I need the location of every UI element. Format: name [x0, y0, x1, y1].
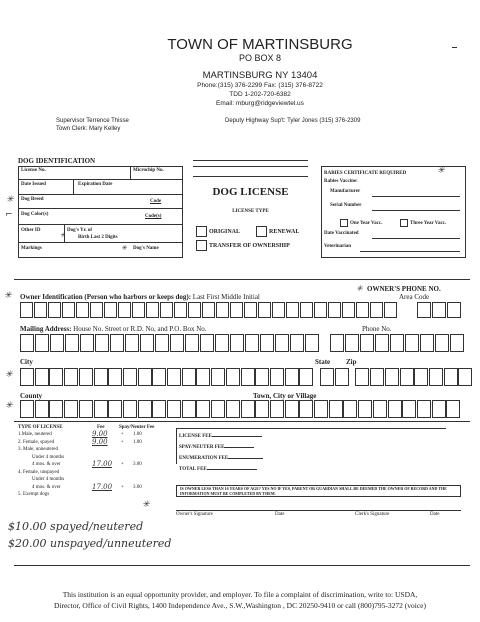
- letter-box[interactable]: [420, 334, 434, 352]
- phone-boxes[interactable]: [330, 334, 462, 352]
- letter-box[interactable]: [285, 400, 299, 418]
- letter-box[interactable]: [447, 302, 461, 318]
- letter-box[interactable]: [388, 400, 402, 418]
- letter-box[interactable]: [95, 334, 109, 352]
- dog-license-title: DOG LICENSE: [212, 186, 289, 198]
- date-label: Date: [275, 512, 285, 517]
- letter-box[interactable]: [290, 334, 304, 352]
- manufacturer-label: Manufacturer: [330, 189, 361, 194]
- fee-row: [18, 447, 158, 455]
- area-code-boxes[interactable]: [417, 302, 462, 318]
- po-box: PO BOX 8: [238, 53, 282, 63]
- fee-type-label: 5. Exempt dogs: [18, 492, 50, 497]
- letter-box[interactable]: [35, 400, 49, 418]
- spay-fee-amount: 1.00: [133, 439, 142, 445]
- original-checkbox[interactable]: ORIGINAL: [196, 226, 240, 237]
- letter-box[interactable]: [196, 400, 210, 418]
- fee-type-label: 4 mos. & over: [32, 484, 61, 490]
- fee-type-label: 1.Male, neutered: [18, 432, 52, 437]
- letter-box[interactable]: [146, 302, 159, 318]
- letter-box[interactable]: [123, 368, 137, 386]
- letter-box[interactable]: [215, 334, 229, 352]
- letter-box[interactable]: [300, 302, 313, 318]
- dog-id-title: DOG IDENTIFICATION: [18, 157, 96, 165]
- letter-box[interactable]: [402, 400, 416, 418]
- fee-type-label: 4 mos. & over: [32, 462, 61, 467]
- letter-box[interactable]: [138, 400, 152, 418]
- letter-box[interactable]: [429, 368, 443, 386]
- area-code-label: Area Code: [399, 293, 430, 301]
- fee-row: [18, 470, 158, 478]
- rabies-title: RABIES CERTIFICATE REQUIRED: [324, 171, 407, 176]
- letter-box[interactable]: [226, 368, 240, 386]
- letter-box[interactable]: [20, 302, 33, 318]
- fee-amount: 9.00: [92, 437, 108, 446]
- letter-box[interactable]: [104, 302, 117, 318]
- phone-fax: Phone:(315) 376-2299 Fax: (315) 376-8722: [197, 82, 323, 89]
- enum-fee-label: ENUMERATION FEE: [179, 456, 263, 461]
- letter-box[interactable]: [182, 400, 196, 418]
- letter-box[interactable]: [385, 368, 399, 386]
- letter-box[interactable]: [343, 400, 357, 418]
- letter-box[interactable]: [241, 368, 255, 386]
- plus-sign: +: [121, 484, 124, 490]
- letter-box[interactable]: [286, 302, 299, 318]
- letter-box[interactable]: [360, 334, 374, 352]
- breed-label: Dog Breed: [21, 197, 44, 202]
- letter-box[interactable]: [34, 302, 47, 318]
- letter-box[interactable]: [370, 302, 383, 318]
- letter-box[interactable]: [76, 302, 89, 318]
- letter-box[interactable]: [305, 334, 319, 352]
- date-label: Date: [430, 512, 440, 517]
- letter-box[interactable]: [230, 302, 243, 318]
- check-mark-icon: ✳: [6, 195, 14, 205]
- letter-box[interactable]: [285, 368, 299, 386]
- letter-box[interactable]: [35, 368, 49, 386]
- fee-row: [18, 462, 158, 470]
- asterisk-icon: ✳: [5, 401, 13, 411]
- letter-box[interactable]: [211, 400, 225, 418]
- letter-box[interactable]: [79, 368, 93, 386]
- letter-box[interactable]: [108, 400, 122, 418]
- spay-fee-amount: 3.00: [133, 484, 142, 490]
- letter-box[interactable]: [244, 302, 257, 318]
- city-label: City: [20, 358, 33, 366]
- mailing-boxes[interactable]: [20, 334, 320, 352]
- letter-box[interactable]: [140, 334, 154, 352]
- footer-line-2: Director, Office of Civil Rights, 1400 Independence Ave., S.W.,Washington , DC 20250-9410 or call (800)795-3272 (voice): [53, 601, 426, 610]
- asterisk-icon: ✳: [142, 500, 150, 510]
- county-town-boxes[interactable]: [20, 400, 460, 418]
- handwritten-note: $10.00 spayed/neutered: [8, 520, 144, 533]
- plus-sign: +: [121, 439, 124, 445]
- letter-box[interactable]: [110, 334, 124, 352]
- letter-box[interactable]: [64, 368, 78, 386]
- letter-box[interactable]: [384, 302, 397, 318]
- fee-row: [18, 455, 158, 463]
- asterisk-icon: ✳: [437, 166, 445, 176]
- tdd: TDD 1-202-720-6382: [229, 91, 291, 98]
- letter-box[interactable]: [400, 368, 414, 386]
- letter-box[interactable]: [125, 334, 139, 352]
- fee-type-label: Under 4 months: [32, 454, 65, 460]
- fee-row: [18, 492, 158, 500]
- letter-box[interactable]: [373, 400, 387, 418]
- total-fee-label: TOTAL FEE: [179, 467, 257, 472]
- transfer-checkbox[interactable]: TRANSFER OF OWNERSHIP: [196, 240, 290, 251]
- letter-box[interactable]: [245, 334, 259, 352]
- town-city-label: Town, City or Village: [253, 392, 317, 400]
- asterisk-icon: ✳: [60, 232, 66, 239]
- state-label: State: [315, 358, 331, 366]
- fee-row: [18, 437, 158, 448]
- letter-box[interactable]: [375, 334, 389, 352]
- letter-box[interactable]: [188, 302, 201, 318]
- town-clerk: Town Clerk: Mary Kelley: [56, 126, 121, 132]
- highway-supt: Deputy Highway Sup't: Tyler Jones (315) 376-2309: [225, 118, 361, 124]
- plus-sign: +: [121, 432, 124, 437]
- code-label: Code: [150, 199, 162, 204]
- mailing-address-label: Mailing Address: House No. Street or R.D. No, and P.O. Box No.: [20, 325, 207, 333]
- veterinarian-label: Veterinarian: [324, 244, 352, 249]
- asterisk-icon: ✳: [5, 370, 13, 380]
- letter-box[interactable]: [94, 368, 108, 386]
- letter-box[interactable]: [446, 400, 460, 418]
- letter-box[interactable]: [258, 302, 271, 318]
- fee-amount: 9.00: [92, 430, 108, 438]
- fee-type-label: 2. Female, spayed: [18, 439, 55, 445]
- letter-box[interactable]: [314, 400, 328, 418]
- letter-box[interactable]: [94, 400, 108, 418]
- letter-box[interactable]: [155, 334, 169, 352]
- license-no-label: License No.: [21, 168, 46, 173]
- letter-box[interactable]: [270, 400, 284, 418]
- license-fee-label: LICENSE FEE: [179, 434, 262, 439]
- letter-box[interactable]: [450, 334, 464, 352]
- letter-box[interactable]: [20, 400, 34, 418]
- letter-box[interactable]: [200, 334, 214, 352]
- birth-digits-label: Birth Last 2 Digits: [78, 235, 118, 240]
- check-mark-icon: ⌐: [5, 210, 13, 220]
- letter-box[interactable]: [270, 368, 284, 386]
- fee-row: [18, 477, 158, 485]
- letter-box[interactable]: [211, 368, 225, 386]
- letter-box[interactable]: [299, 368, 313, 386]
- owner-name-boxes[interactable]: [20, 302, 410, 318]
- letter-box[interactable]: [132, 302, 145, 318]
- letter-box[interactable]: [202, 302, 215, 318]
- city-state-zip-boxes[interactable]: [20, 368, 460, 386]
- email: Email: mburg@ridgeviewtel.us: [216, 100, 304, 107]
- letter-box[interactable]: [417, 400, 431, 418]
- three-year-checkbox[interactable]: Three Year Vacc.: [400, 219, 446, 227]
- letter-box[interactable]: [230, 334, 244, 352]
- letter-box[interactable]: [174, 302, 187, 318]
- letter-box[interactable]: [435, 334, 449, 352]
- letter-box[interactable]: [123, 400, 137, 418]
- letter-box[interactable]: [170, 334, 184, 352]
- town-title: TOWN OF MARTINSBURG: [167, 36, 353, 53]
- owner-id-label: Owner Identification (Person who harbors or keeps dog): Last First Middle Initial: [20, 293, 260, 301]
- letter-box[interactable]: [444, 368, 458, 386]
- expiration-label: Expiration Date: [78, 182, 113, 187]
- asterisk-icon: ✳: [356, 284, 363, 293]
- letter-box[interactable]: [356, 302, 369, 318]
- letter-box[interactable]: [108, 368, 122, 386]
- letter-box[interactable]: [255, 400, 269, 418]
- under16-text: IS OWNER LESS THAN 16 YEARS OF AGE? YES NO IF YES, PARENT OR GUARDIAN SHALL BE DEEMED THE OWNER OF RECORD AND THE INFORMATION MUST BE COMPLETED BY THEM.: [180, 486, 447, 496]
- letter-box[interactable]: [65, 334, 79, 352]
- letter-box[interactable]: [35, 334, 49, 352]
- fee-row: [18, 432, 158, 440]
- fee-amount: 17.00: [92, 460, 113, 468]
- owner-signature-label: Owner's Signature: [176, 512, 213, 517]
- fee-type-label: 4. Female, unspayed: [18, 469, 60, 475]
- supervisor: Supervisor Terrence Thisse: [56, 118, 129, 124]
- letter-box[interactable]: [167, 368, 181, 386]
- letter-box[interactable]: [328, 302, 341, 318]
- letter-box[interactable]: [272, 302, 285, 318]
- letter-box[interactable]: [390, 334, 404, 352]
- mark: [452, 47, 457, 48]
- letter-box[interactable]: [49, 400, 63, 418]
- letter-box[interactable]: [370, 368, 384, 386]
- letter-box[interactable]: [48, 302, 61, 318]
- letter-box[interactable]: [329, 400, 343, 418]
- letter-box[interactable]: [226, 400, 240, 418]
- zip-label: Zip: [346, 358, 357, 366]
- letter-box[interactable]: [20, 368, 34, 386]
- fee-type-header: TYPE OF LICENSE: [18, 425, 63, 430]
- other-id-label: Other ID: [21, 228, 41, 233]
- letter-box[interactable]: [358, 400, 372, 418]
- fee-type-label: Under 4 months: [32, 477, 65, 482]
- asterisk-icon: ✳: [4, 291, 12, 301]
- letter-box[interactable]: [335, 368, 349, 386]
- plus-sign: +: [121, 462, 124, 467]
- letter-box[interactable]: [417, 302, 431, 318]
- letter-box[interactable]: [458, 368, 472, 386]
- dog-name-label: Dog's Name: [133, 246, 159, 251]
- letter-box[interactable]: [196, 368, 210, 386]
- letter-box[interactable]: [20, 334, 34, 352]
- letter-box[interactable]: [414, 368, 428, 386]
- microchip-label: Microchip No.: [133, 168, 164, 173]
- city-zip: MARTINSBURG NY 13404: [202, 70, 318, 81]
- county-label: County: [20, 392, 43, 400]
- letter-box[interactable]: [345, 334, 359, 352]
- date-vaccinated-label: Date Vaccinated: [324, 231, 359, 236]
- footer-line-1: This institution is an equal opportunity provider, and employer. To file a complaint of discrimination, write to: USDA,: [62, 590, 418, 599]
- phone-no-label: Phone No.: [362, 325, 392, 333]
- rule: [193, 176, 308, 177]
- spay-fee-header: Spay/Neuter Fee: [119, 425, 155, 430]
- asterisk-icon: ✳: [121, 244, 127, 252]
- birth-year-label: Dog's Yr. of: [67, 228, 93, 233]
- license-type-label: LICENSE TYPE: [232, 209, 269, 214]
- date-issued-label: Date Issued: [21, 182, 46, 187]
- phone-title: OWNER'S PHONE NO.: [367, 285, 441, 293]
- clerk-signature-label: Clerk's Signature: [355, 512, 390, 517]
- color-label: Dog Color(s): [21, 212, 49, 217]
- letter-box[interactable]: [79, 400, 93, 418]
- fee-header: Fee: [97, 425, 105, 430]
- letter-box[interactable]: [330, 334, 344, 352]
- letter-box[interactable]: [405, 334, 419, 352]
- letter-box[interactable]: [64, 400, 78, 418]
- letter-box[interactable]: [185, 334, 199, 352]
- letter-box[interactable]: [80, 334, 94, 352]
- markings-label: Markings: [21, 246, 42, 251]
- rule: [193, 160, 308, 161]
- fee-table: [18, 432, 158, 500]
- vaccine-label: Rabies Vaccine:: [324, 179, 358, 184]
- serial-label: Serial Number: [330, 203, 362, 208]
- letter-box[interactable]: [62, 302, 75, 318]
- letter-box[interactable]: [320, 368, 334, 386]
- spay-fee-amount: 3.00: [133, 462, 142, 467]
- letter-box[interactable]: [160, 302, 173, 318]
- fee-row: [18, 482, 158, 493]
- letter-box[interactable]: [216, 302, 229, 318]
- letter-box[interactable]: [50, 334, 64, 352]
- letter-box[interactable]: [118, 302, 131, 318]
- fee-amount: 17.00: [92, 482, 113, 491]
- letter-box[interactable]: [90, 302, 103, 318]
- one-year-checkbox[interactable]: One Year Vacc.: [340, 219, 382, 227]
- letter-box[interactable]: [275, 334, 289, 352]
- letter-box[interactable]: [299, 400, 313, 418]
- letter-box[interactable]: [138, 368, 152, 386]
- letter-box[interactable]: [49, 368, 63, 386]
- renewal-checkbox[interactable]: RENEWAL: [256, 226, 299, 237]
- letter-box[interactable]: [342, 302, 355, 318]
- letter-box[interactable]: [182, 368, 196, 386]
- letter-box[interactable]: [152, 368, 166, 386]
- letter-box[interactable]: [314, 302, 327, 318]
- letter-box[interactable]: [260, 334, 274, 352]
- letter-box[interactable]: [255, 368, 269, 386]
- letter-box[interactable]: [355, 368, 369, 386]
- letter-box[interactable]: [432, 400, 446, 418]
- letter-box[interactable]: [167, 400, 181, 418]
- codes-label: Code(s): [145, 214, 162, 219]
- spay-fee-label: SPAY/NEUTER FEE: [179, 445, 254, 450]
- rule: [193, 166, 308, 167]
- spay-fee-amount: 1.00: [133, 432, 142, 437]
- handwritten-note: $20.00 unspayed/unneutered: [8, 537, 172, 550]
- letter-box[interactable]: [152, 400, 166, 418]
- fee-type-label: 3. Male, unneutered: [18, 447, 58, 452]
- letter-box[interactable]: [241, 400, 255, 418]
- letter-box[interactable]: [432, 302, 446, 318]
